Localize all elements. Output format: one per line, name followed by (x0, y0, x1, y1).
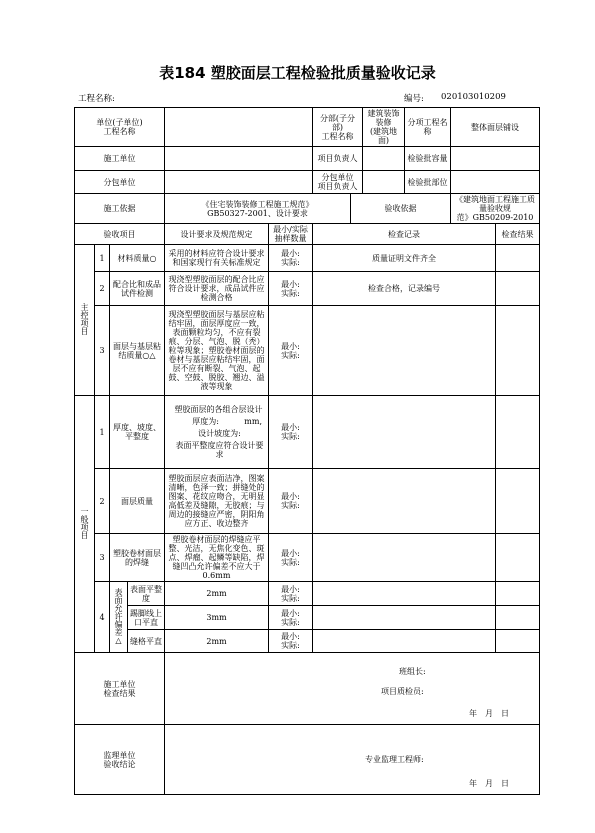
sample-cell[interactable]: 最小: 实际: (269, 582, 313, 606)
sample-cell[interactable]: 最小: 实际: (269, 306, 313, 396)
general-group-label: 一般项目 (75, 396, 95, 653)
deviation-name: 踢脚线上口平直 (128, 606, 165, 630)
sample-cell[interactable]: 最小: 实际: (269, 606, 313, 630)
col-result: 检查结果 (496, 224, 540, 245)
general-item-req: 塑胶卷材面层的焊缝应平整、光洁，无焦化变色、斑点、焊瘤、起鳞等缺陷，焊缝凹凸允许偏差不应大于0.6mm (165, 534, 269, 582)
subcontract-manager-label: 分包单位 项目负责人 (313, 171, 363, 194)
col-record: 检查记录 (313, 224, 496, 245)
unit-project-value[interactable] (165, 108, 313, 147)
supervision-date: 年 月 日 (469, 779, 509, 788)
deviation-group-label: 表面允许偏差△ (110, 582, 128, 653)
result-cell[interactable] (496, 534, 540, 582)
main-item-no: 1 (95, 245, 110, 272)
sample-cell[interactable]: 最小: 实际: (269, 469, 313, 534)
result-cell[interactable] (496, 396, 540, 469)
main-item-record (313, 306, 496, 396)
deviation-value: 2mm (165, 582, 269, 606)
main-item-req: 现浇型塑胶面层与基层应粘结牢固，面层厚度应一致，表面颗粒均匀，不应有裂痕、分层、气泡、脱（秃）粒等现象；塑胶卷材面层的卷材与基层应粘结牢固，面层不应有断裂、气泡、起鼓、空鼓、脱胶、翘边、溢液等现象 (165, 306, 269, 396)
sample-cell[interactable]: 最小: 实际: (269, 534, 313, 582)
number-label: 编号: (404, 94, 424, 104)
general-item-name: 厚度、坡度、平整度 (110, 396, 165, 469)
main-item-name: 材料质量○ (110, 245, 165, 272)
main-group-label: 主控项目 (75, 245, 95, 396)
sample-cell[interactable]: 最小: 实际: (269, 245, 313, 272)
subcontract-unit-value[interactable] (165, 171, 313, 194)
result-cell[interactable] (496, 582, 540, 606)
basis-label: 施工依据 (75, 194, 165, 224)
supervision-label: 监理单位 验收结论 (75, 725, 165, 795)
main-item-record: 质量证明文件齐全 (313, 245, 496, 272)
main-item-name: 面层与基层粘结质量○△ (110, 306, 165, 396)
supervision-area[interactable] (165, 725, 540, 795)
general-item-req: 塑胶面层应表面洁净，图案清晰，色泽一致；拼缝处的图案、花纹应吻合，无明显高低差及缝隙，无胶痕；与周边的接缝应严密，阴阳角应方正、收边整齐 (165, 469, 269, 534)
construction-unit-label: 施工单位 (75, 147, 165, 171)
record-cell[interactable] (313, 606, 496, 630)
deviation-value: 2mm (165, 630, 269, 653)
sample-cell[interactable]: 最小: 实际: (269, 272, 313, 306)
acceptance-basis-label: 验收依据 (351, 194, 451, 224)
project-name-label: 工程名称: (78, 94, 115, 104)
col-sample: 最小/实际 抽样数量 (269, 224, 313, 245)
main-item-req: 采用的材料应符合设计要求和国家现行有关标准规定 (165, 245, 269, 272)
record-cell[interactable] (313, 534, 496, 582)
item-project-label: 分项工程名称 (405, 108, 451, 147)
general-item-no: 3 (95, 534, 110, 582)
record-cell[interactable] (313, 630, 496, 653)
batch-location-value[interactable] (451, 171, 540, 194)
supervising-engineer-label: 专业监理工程师: (365, 755, 424, 764)
result-cell[interactable] (496, 272, 540, 306)
result-cell[interactable] (496, 606, 540, 630)
sub-project-value: 建筑装饰装修 (建筑地面) (363, 108, 405, 147)
batch-capacity-label: 检验批容量 (405, 147, 451, 171)
quality-inspector-label: 项目质检员: (381, 687, 424, 696)
result-cell[interactable] (496, 469, 540, 534)
sample-cell[interactable]: 最小: 实际: (269, 396, 313, 469)
sample-cell[interactable]: 最小: 实际: (269, 630, 313, 653)
main-item-req: 现浇型塑胶面层的配合比应符合设计要求，成品试件应检测合格 (165, 272, 269, 306)
col-requirement: 设计要求及规范规定 (165, 224, 269, 245)
unit-project-label: 单位(子单位) 工程名称 (75, 108, 165, 147)
basis-value: 《住宅装饰装修工程施工规范》 GB50327-2001、设计要求 (165, 194, 351, 224)
team-leader-label: 班组长: (399, 667, 426, 676)
col-item: 验收项目 (75, 224, 165, 245)
main-item-name: 配合比和成品试件检测 (110, 272, 165, 306)
subcontract-unit-label: 分包单位 (75, 171, 165, 194)
result-cell[interactable] (496, 630, 540, 653)
acceptance-basis-value: 《建筑地面工程施工质量验收规 范》GB50209-2010 (451, 194, 540, 224)
project-manager-label: 项目负责人 (313, 147, 363, 171)
main-item-no: 2 (95, 272, 110, 306)
item-project-value: 整体面层铺设 (451, 108, 540, 147)
general-item-no: 2 (95, 469, 110, 534)
deviation-value: 3mm (165, 606, 269, 630)
general-item-name: 塑胶卷材面层的焊缝 (110, 534, 165, 582)
construction-check-area[interactable] (165, 653, 540, 725)
result-cell[interactable] (496, 306, 540, 396)
general-item-no: 4 (95, 582, 110, 653)
record-cell[interactable] (313, 582, 496, 606)
sub-project-label: 分部(子分部) 工程名称 (313, 108, 363, 147)
main-item-record: 检查合格，记录编号 (313, 272, 496, 306)
general-item-name: 面层质量 (110, 469, 165, 534)
construction-date: 年 月 日 (469, 709, 509, 718)
general-item-req: 塑胶面层的各组合层设计 厚度为: mm, 设计坡度为: 表面平整度应符合设计要求 (165, 396, 269, 469)
construction-unit-value[interactable] (165, 147, 313, 171)
acceptance-table (74, 107, 540, 795)
page-title: 表184 塑胶面层工程检验批质量验收记录 (159, 64, 436, 82)
construction-check-label: 施工单位 检查结果 (75, 653, 165, 725)
number-value: 020103010209 (441, 92, 506, 102)
general-item-no: 1 (95, 396, 110, 469)
subcontract-manager-value[interactable] (363, 171, 405, 194)
record-cell[interactable] (313, 396, 496, 469)
project-manager-value[interactable] (363, 147, 405, 171)
deviation-name: 表面平整度 (128, 582, 165, 606)
result-cell[interactable] (496, 245, 540, 272)
main-item-no: 3 (95, 306, 110, 396)
batch-location-label: 检验批部位 (405, 171, 451, 194)
batch-capacity-value[interactable] (451, 147, 540, 171)
record-cell[interactable] (313, 469, 496, 534)
deviation-name: 缝格平直 (128, 630, 165, 653)
